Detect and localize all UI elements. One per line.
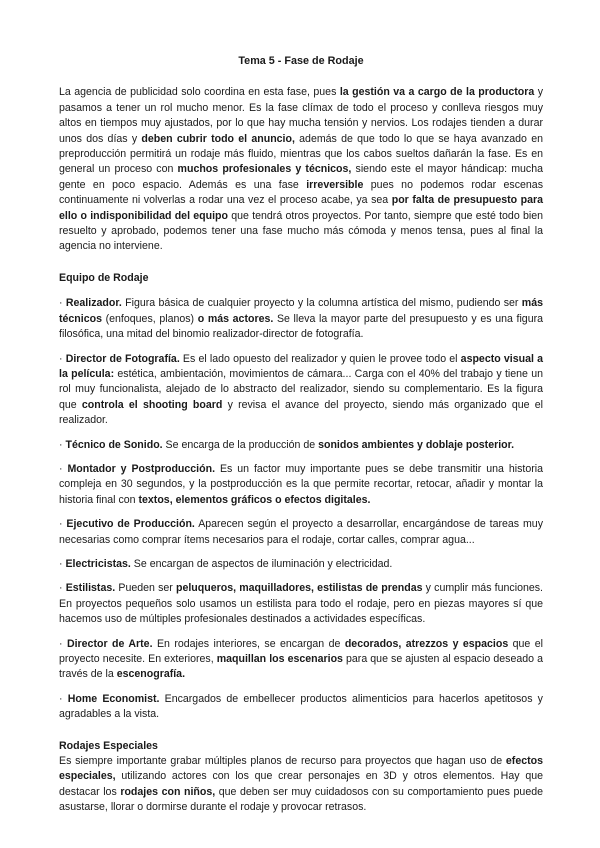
- text-run: Se lleva la mayor parte del presupuesto y es una figura filosófica, una mitad del binomio realizador-director de fotografía.: [59, 312, 544, 341]
- role-ejecutivo-produccion: [59, 517, 543, 548]
- intro-paragraph: [59, 85, 543, 254]
- text-run: para que se ajusten al espacio deseado a través de la: [59, 653, 543, 681]
- text-run: que deben ser muy cuidadosos con su comportamiento pues puede asustarse, llorar o dormirse durante el rodaje y provocar retrasos.: [59, 785, 543, 814]
- text-run: ·: [59, 557, 66, 570]
- text-run: ·: [59, 297, 66, 310]
- role-home-economist: [59, 692, 543, 723]
- text-run: ·: [59, 582, 66, 595]
- text-run: Es un factor muy importante pues se debe transmitir una historia compleja en 30 segundos, y la postproducción es la que permite recortar, retocar, añadir y montar la historia final con: [59, 462, 543, 506]
- text-run: En rodajes interiores, se encargan de: [152, 637, 345, 650]
- text-run: Figura básica de cualquier proyecto y la columna artística del mismo, pudiendo ser: [121, 297, 522, 310]
- text-run: que tendrá otros proyectos. Por tanto, siempre que esté todo bien resuelto y aprobado, podemos tener una fase mucho más cómoda y menos tensa, pues al final la agencia no interviene.: [59, 209, 543, 253]
- bold-run: muchos profesionales y técnicos,: [177, 163, 352, 176]
- text-run: utilizando actores con los que crear personajes en 3D y otros elementos. Hay que destacar los: [59, 770, 543, 798]
- bold-run: Estilistas.: [65, 582, 116, 595]
- text-run: ·: [59, 462, 68, 475]
- text-run: pues no podemos rodar escenas continuamente ni volverlas a rodar una vez el proceso acabe, ya sea: [59, 178, 543, 207]
- role-montador: [59, 462, 543, 508]
- bold-run: Director de Fotografía.: [65, 352, 180, 365]
- text-run: ·: [59, 352, 66, 365]
- bold-run: aspecto visual a la película:: [59, 352, 543, 380]
- bold-run: Técnico de Sonido.: [65, 438, 163, 451]
- text-run: y revisa el avance del proyecto, siendo más organizado que el realizador.: [59, 398, 544, 427]
- bold-run: decorados, atrezzos y espacios: [344, 637, 509, 650]
- roles-list: [59, 296, 543, 722]
- bold-run: escenografía.: [116, 668, 186, 681]
- bold-run: Director de Arte.: [66, 637, 153, 650]
- text-run: (enfoques, planos): [101, 312, 198, 325]
- bold-run: rodajes con niños,: [120, 785, 216, 798]
- bold-run: Ejecutivo de Producción.: [66, 518, 195, 531]
- bold-run: peluqueros, maquilladores, estilistas de prendas: [176, 582, 423, 595]
- bold-run: la gestión va a cargo de la productora: [339, 86, 535, 99]
- page-title: Tema 5 - Fase de Rodaje: [238, 55, 364, 67]
- bold-run: textos, elementos gráficos o efectos digitales.: [138, 493, 371, 506]
- team-heading: Equipo de Rodaje: [59, 271, 149, 284]
- bold-run: efectos especiales,: [59, 755, 543, 783]
- text-run: Se encarga de la producción de: [162, 438, 319, 451]
- bold-run: irreversible: [306, 178, 364, 191]
- role-director-fotografia: [59, 352, 543, 429]
- text-run: Es siempre importante grabar múltiples planos de recurso para proyectos que hagan uso de: [59, 755, 506, 768]
- bold-run: por falta de presupuesto para ello o indisponibilidad del equipo: [59, 194, 544, 222]
- role-electricistas: [59, 557, 543, 572]
- text-run: ·: [59, 692, 68, 705]
- role-estilistas: [59, 581, 543, 627]
- text-run: además de que todo lo que se haya avanzado en preproducción permitirá un rodaje más fluido, mientras que los cabos sueltos dañarán la fase. Es en general un proceso con: [59, 132, 543, 176]
- text-run: que el proyecto necesite. En exteriores,: [59, 637, 543, 665]
- bold-run: o más actores.: [197, 312, 274, 325]
- text-run: ·: [59, 518, 67, 531]
- bold-run: Montador y Postproducción.: [67, 462, 216, 475]
- bold-run: más técnicos: [59, 297, 543, 325]
- text-run: siendo este el mayor hándicap: mucha gente en poco espacio. Además es una fase: [59, 163, 543, 191]
- bold-run: controla el shooting board: [81, 398, 223, 411]
- bold-run: Electricistas.: [65, 557, 131, 570]
- special-heading: Rodajes Especiales: [59, 739, 158, 752]
- text-run: Se encargan de aspectos de iluminación y electricidad.: [130, 557, 393, 570]
- role-tecnico-sonido: [59, 438, 543, 453]
- bold-run: Realizador.: [65, 297, 122, 310]
- bold-run: Home Economist.: [67, 692, 160, 705]
- text-run: y pasamos a tener un rol mucho menor. Es la fase clímax de todo el proceso y conlleva riesgos muy altos en tiempos muy ajustados, por lo que hay mucha tensión y nervios. Los rodajes tienden a durar unos dos días y: [59, 86, 543, 145]
- special-paragraph: [59, 754, 543, 816]
- text-run: estética, ambientación, movimientos de cámara... Carga con el 40% del trabajo y tiene un rol muy funcionalista, alejado de lo abstracto del realizador, siendo su complementario. Es la figura que: [59, 367, 543, 411]
- bold-run: sonidos ambientes y doblaje posterior.: [318, 438, 515, 451]
- text-run: Encargados de embellecer productos alimenticios para hacerlos apetitosos y agradables a la vista.: [59, 692, 543, 721]
- role-realizador: [59, 296, 543, 342]
- bold-run: maquillan los escenarios: [216, 653, 343, 665]
- text-run: Aparecen según el proyecto a desarrollar, encargándose de tareas muy necesarias como comprar ítems necesarios para el rodaje, cortar calles, comprar agua...: [59, 518, 543, 546]
- role-director-arte: [59, 637, 543, 683]
- bold-run: deben cubrir todo el anuncio,: [141, 132, 295, 145]
- document-page: [59, 54, 543, 816]
- text-run: y cumplir más funciones. En proyectos pequeños solo usamos un estilista para todo el rodaje, pero en piezas mayores sí que hacemos uso de múltiples profesionales destinados a actividades específicas.: [59, 582, 543, 626]
- text-run: La agencia de publicidad solo coordina en esta fase, pues: [59, 86, 340, 99]
- text-run: Pueden ser: [115, 582, 176, 595]
- text-run: ·: [59, 637, 67, 650]
- text-run: Es el lado opuesto del realizador y quien le provee todo el: [179, 352, 461, 365]
- text-run: ·: [59, 438, 66, 451]
